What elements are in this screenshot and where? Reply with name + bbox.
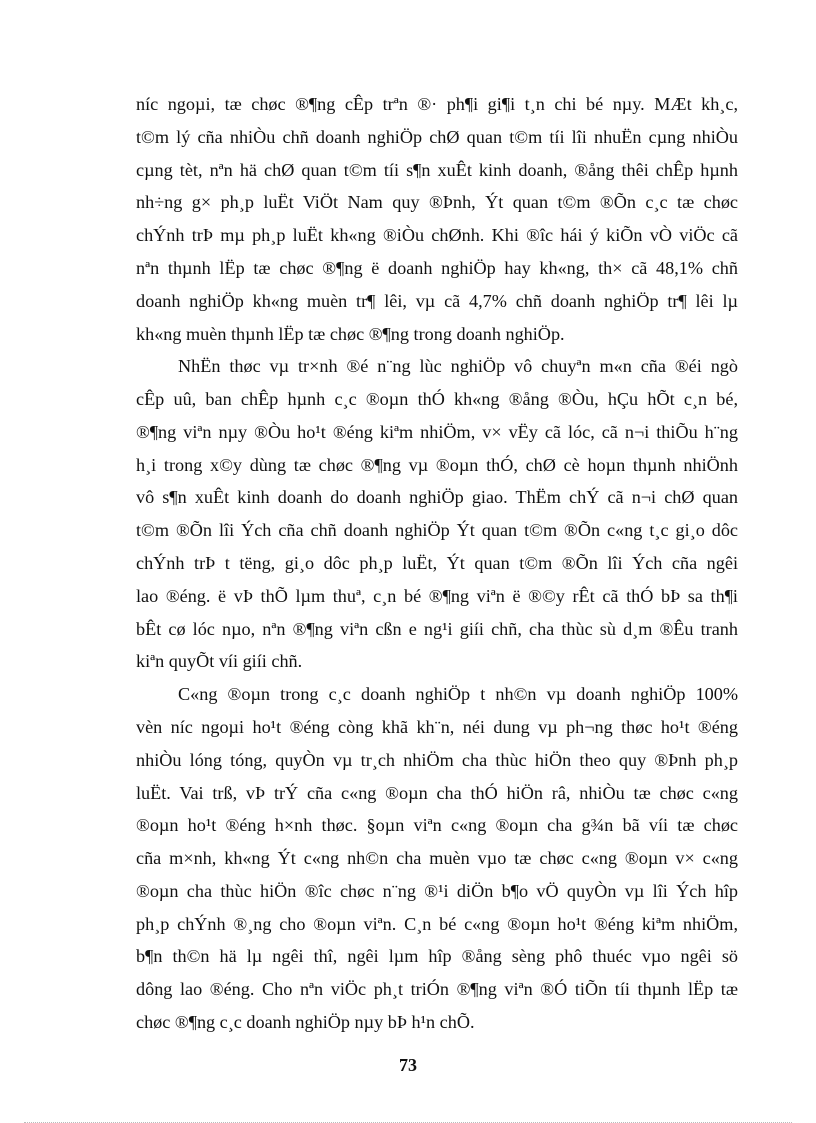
text-line: chÝnh trÞ mµ ph¸p luËt kh«ng ®iÒu chØnh. Khi ®îc hái ý kiÕn vÒ viÖc cã [136,225,738,246]
text-line: níc ngoµi, tæ chøc ®¶ng cÊp trªn ®· ph¶i gi¶i t¸n chi bé nµy. MÆt kh¸c, [136,94,738,114]
text-line: nhiÒu lóng tóng, quyÒn vµ tr¸ch nhiÖm cha thùc hiÖn theo quy ®Þnh ph¸p [136,749,738,770]
paragraph-first-line: NhËn thøc vµ tr×nh ®é n¨ng lùc nghiÖp vô chuyªn m«n cña ®éi ngò [178,356,738,377]
text-line: lao ®éng. ë vÞ thÕ lµm thuª, c¸n bé ®¶ng viªn ë ®©y rÊt cã thÓ bÞ sa th¶i [136,585,738,606]
text-line: doanh nghiÖp kh«ng muèn tr¶ lêi, vµ cã 4,7% chñ doanh nghiÖp tr¶ lêi lµ [136,290,738,311]
text-line: chøc ®¶ng c¸c doanh nghiÖp nµy bÞ h¹n chÕ. [136,1012,475,1032]
text-line: nªn thµnh lËp tæ chøc ®¶ng ë doanh nghiÖp hay kh«ng, th× cã 48,1% chñ [136,257,738,278]
text-line: cña m×nh, kh«ng Ýt c«ng nh©n cha muèn vµo tæ chøc c«ng ®oµn v× c«ng [136,848,738,869]
text-line: cÊp uû, ban chÊp hµnh c¸c ®oµn thÓ kh«ng ®ång ®Òu, hÇu hÕt c¸n bé, [136,389,738,410]
page-number: 73 [399,1055,417,1075]
text-line: ®oµn cha thùc hiÖn ®îc chøc n¨ng ®¹i diÖn b¶o vÖ quyÒn vµ lîi Ých hîp [136,880,738,901]
text-line: vèn níc ngoµi ho¹t ®éng còng khã kh¨n, néi dung vµ ph¬ng thøc ho¹t ®éng [136,716,738,737]
text-line: t©m lý cña nhiÒu chñ doanh nghiÖp chØ quan t©m tíi lîi nhuËn cµng nhiÒu [136,126,738,147]
text-line: dông lao ®éng. Cho nªn viÖc ph¸t triÓn ®¶ng viªn ®Ó tiÕn tíi thµnh lËp tæ [136,979,738,1000]
text-line: ph¸p chÝnh ®¸ng cho ®oµn viªn. C¸n bé c«ng ®oµn ho¹t ®éng kiªm nhiÖm, [136,913,738,934]
text-line: chÝnh trÞ t tëng, gi¸o dôc ph¸p luËt, Ýt quan t©m ®Õn lîi Ých cña ngêi [136,553,738,573]
text-line: vô s¶n xuÊt kinh doanh do doanh nghiÖp giao. ThËm chÝ cã n¬i chØ quan [136,487,738,508]
paragraph-first-line: C«ng ®oµn trong c¸c doanh nghiÖp t nh©n vµ doanh nghiÖp 100% [178,684,738,705]
text-line: h¸i trong x©y dùng tæ chøc ®¶ng vµ ®oµn thÓ, chØ cè hoµn thµnh nhiÖnh [136,454,738,475]
text-line: kiªn quyÕt víi giíi chñ. [136,651,303,672]
text-line: ®¶ng viªn nµy ®Òu ho¹t ®éng kiªm nhiÖm, v× vËy cã lóc, cã n¬i thiÕu h¨ng [136,421,738,442]
text-line: bÊt cø lóc nµo, nªn ®¶ng viªn cßn e ng¹i giíi chñ, cha thùc sù d¸m ®Êu tranh [136,618,738,639]
text-line: t©m ®Õn lîi Ých cña chñ doanh nghiÖp Ýt quan t©m ®Õn c«ng t¸c gi¸o dôc [136,520,738,541]
text-line: cµng tèt, nªn hä chØ quan t©m tíi s¶n xuÊt kinh doanh, ®ång thêi chÊp hµnh [136,159,738,180]
text-line: kh«ng muèn thµnh lËp tæ chøc ®¶ng trong doanh nghiÖp. [136,323,565,344]
text-line: b¶n th©n hä lµ ngêi thî, ngêi lµm hîp ®ång sèng phô thuéc vµo ngêi sö [136,946,738,967]
text-line: luËt. Vai trß, vÞ trÝ cña c«ng ®oµn cha thÓ hiÖn râ, nhiÒu tæ chøc c«ng [136,782,738,803]
text-line: nh÷ng g× ph¸p luËt ViÖt Nam quy ®Þnh, Ýt quan t©m ®Õn c¸c tæ chøc [136,192,738,213]
text-line: ®oµn ho¹t ®éng h×nh thøc. §oµn viªn c«ng ®oµn cha g¾n bã víi tæ chøc [136,815,738,836]
